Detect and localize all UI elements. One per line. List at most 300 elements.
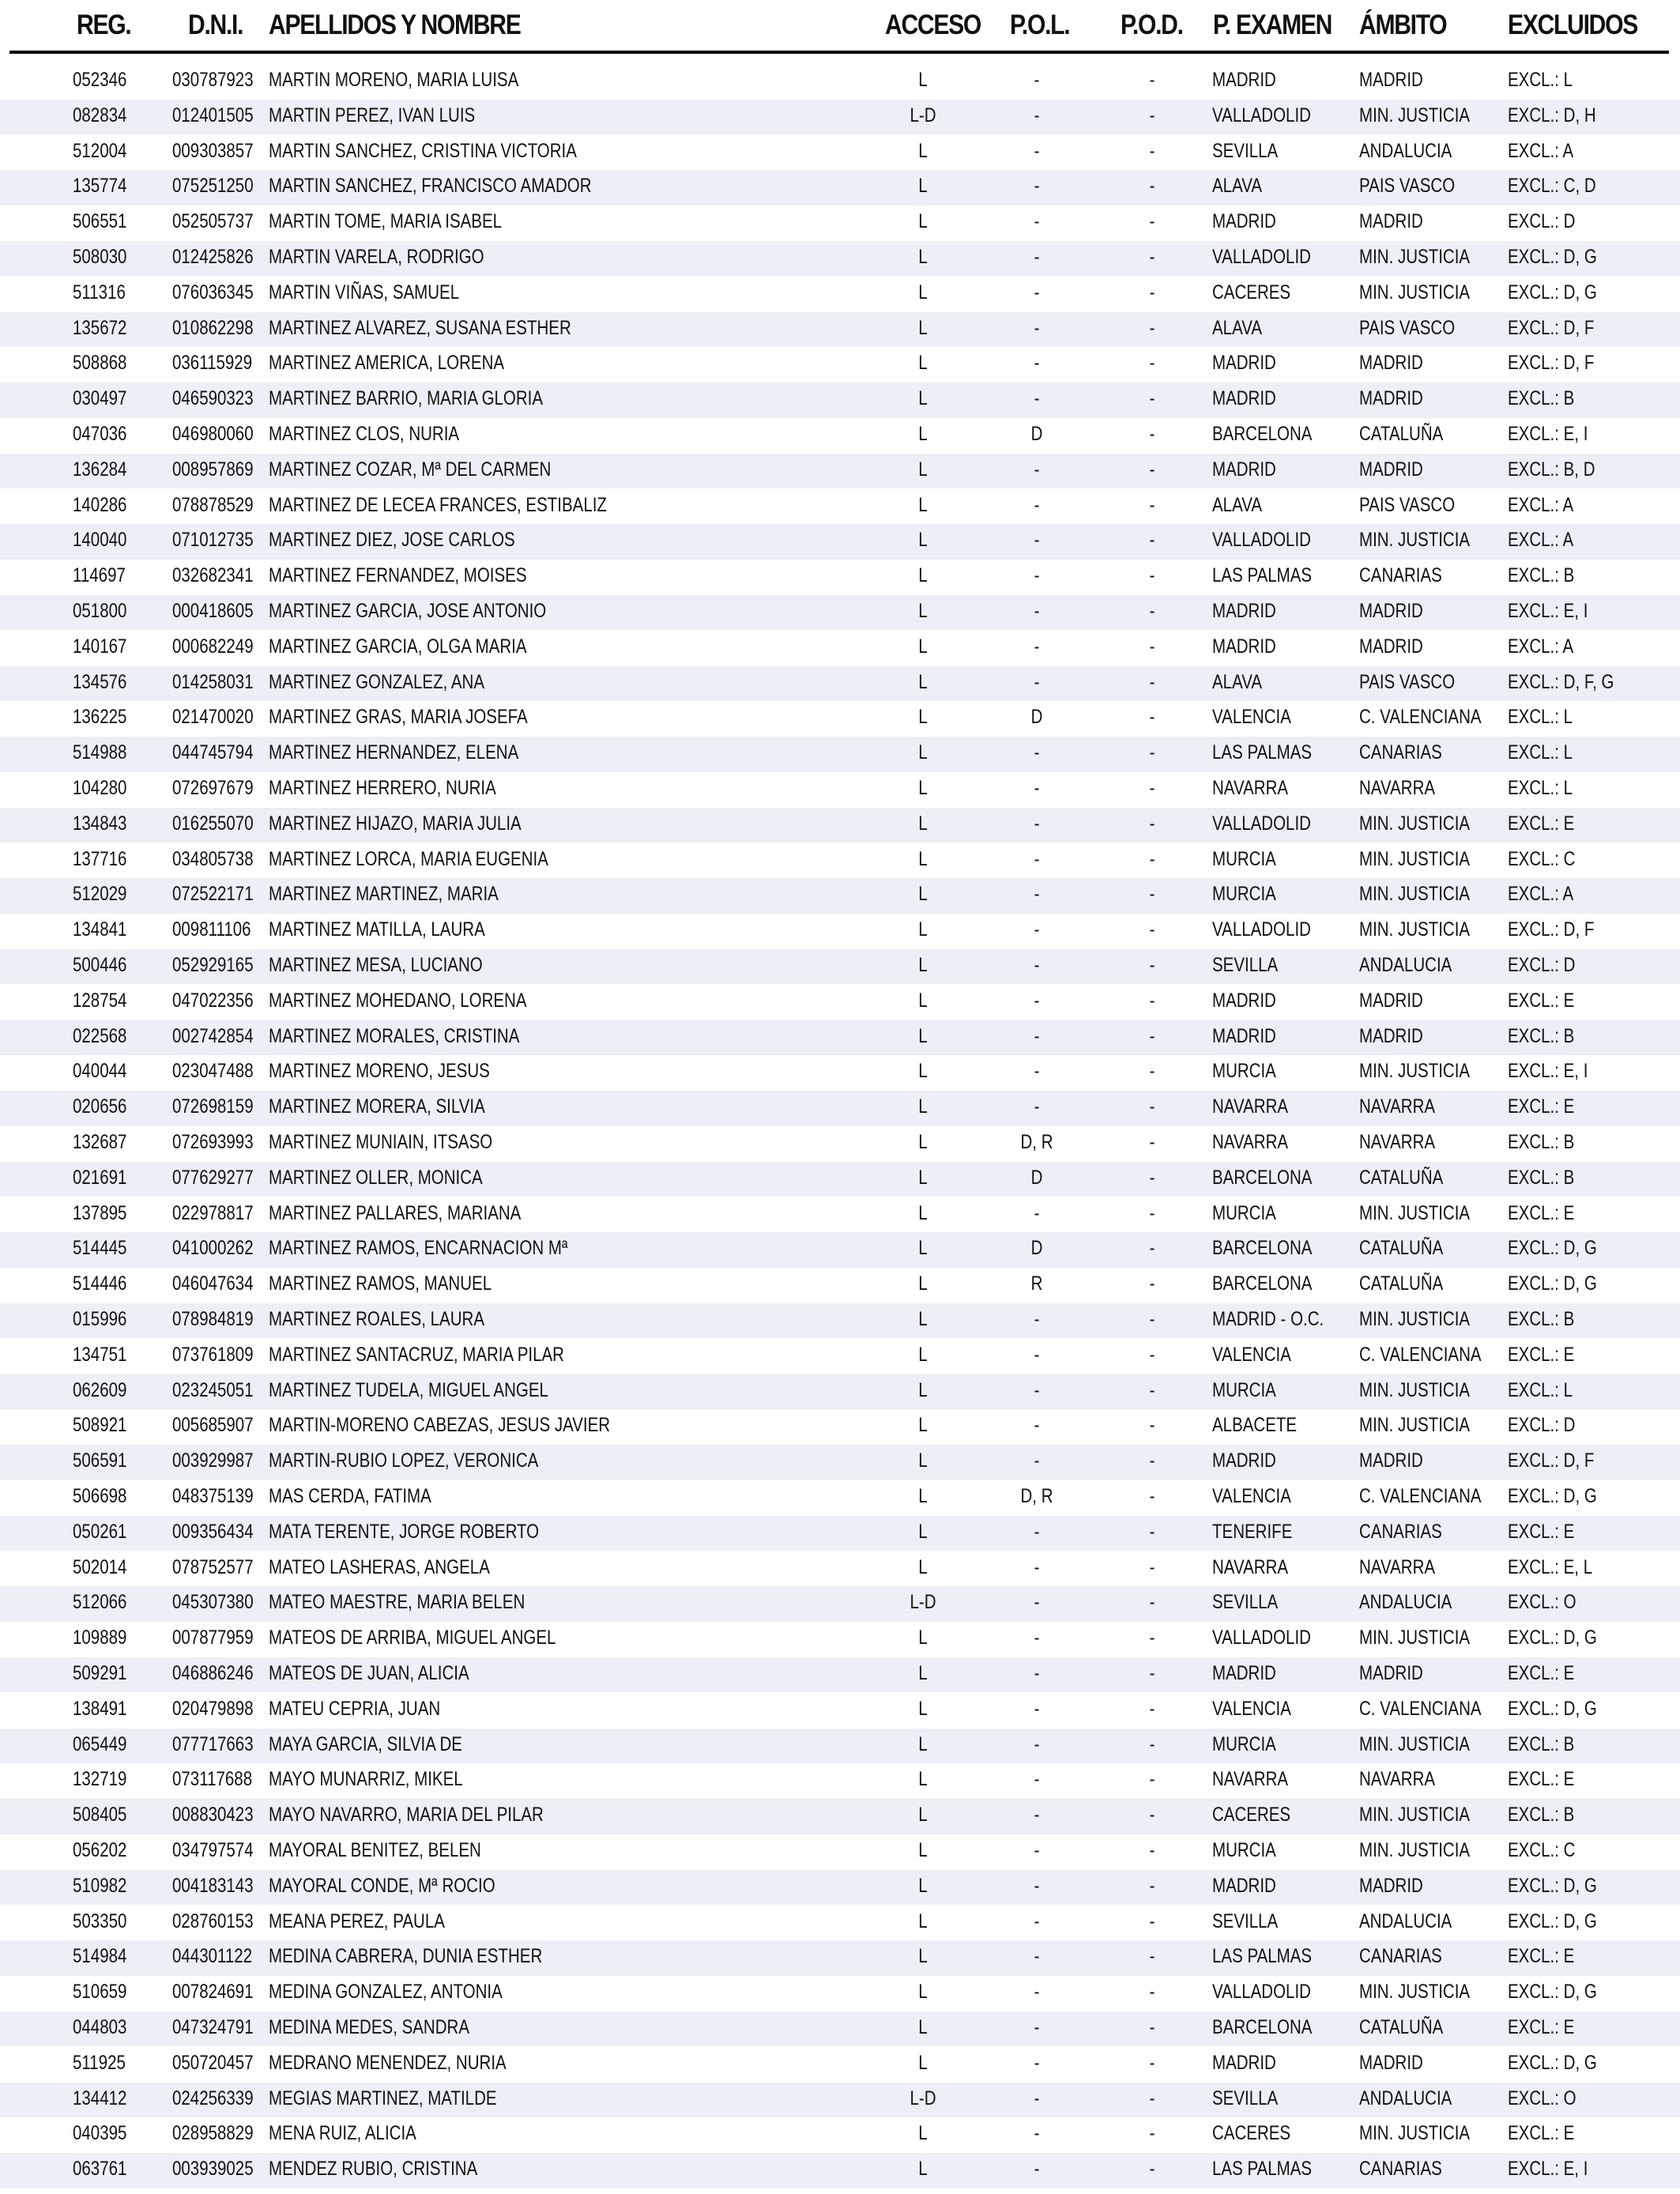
dni-cell: 048375139 bbox=[172, 1485, 254, 1507]
name-cell: MEDRANO MENENDEZ, NURIA bbox=[269, 2051, 507, 2074]
name-cell: MARTIN-MORENO CABEZAS, JESUS JAVIER bbox=[269, 1414, 611, 1437]
dni-cell: 021470020 bbox=[172, 706, 254, 729]
examen-cell: MURCIA bbox=[1212, 1839, 1276, 1861]
name-cell: MAYORAL BENITEZ, BELEN bbox=[269, 1839, 481, 1861]
excluidos-cell: EXCL.: D, G bbox=[1508, 1627, 1597, 1649]
examen-cell: MADRID bbox=[1212, 458, 1276, 481]
name-cell: MARTIN MORENO, MARIA LUISA bbox=[269, 69, 519, 91]
pod-cell: - bbox=[1149, 1662, 1155, 1684]
examen-cell: SEVILLA bbox=[1212, 1591, 1279, 1614]
ambito-cell: MADRID bbox=[1359, 352, 1423, 375]
excluidos-cell: EXCL.: D, G bbox=[1508, 1981, 1597, 2004]
reg-cell: 056202 bbox=[73, 1839, 127, 1861]
examen-cell: MADRID bbox=[1212, 989, 1276, 1012]
pol-cell: - bbox=[1034, 1591, 1040, 1614]
dni-cell: 000682249 bbox=[172, 635, 254, 658]
examen-cell: MURCIA bbox=[1212, 1201, 1276, 1224]
examen-cell: MADRID bbox=[1212, 387, 1276, 410]
reg-cell: 508921 bbox=[73, 1414, 127, 1437]
pol-cell: D, R bbox=[1020, 1131, 1053, 1153]
reg-cell: 135672 bbox=[73, 316, 127, 339]
examen-cell: BARCELONA bbox=[1212, 423, 1313, 445]
table-row bbox=[0, 100, 1680, 134]
name-cell: MARTINEZ DE LECEA FRANCES, ESTIBALIZ bbox=[269, 493, 607, 516]
table-row bbox=[0, 772, 1680, 807]
name-cell: MEDINA MEDES, SANDRA bbox=[269, 2016, 470, 2038]
excluidos-cell: EXCL.: B, D bbox=[1508, 458, 1595, 481]
pod-cell: - bbox=[1149, 1555, 1155, 1578]
acceso-cell: L bbox=[918, 2122, 928, 2145]
ambito-cell: MIN. JUSTICIA bbox=[1359, 281, 1471, 303]
header-examen: P. EXAMEN bbox=[1213, 9, 1332, 40]
name-cell: MATA TERENTE, JORGE ROBERTO bbox=[269, 1520, 540, 1543]
table-row bbox=[0, 277, 1680, 311]
acceso-cell: L bbox=[918, 1909, 928, 1932]
ambito-cell: CATALUÑA bbox=[1359, 1237, 1444, 1260]
pod-cell: - bbox=[1149, 1697, 1155, 1720]
acceso-cell: L bbox=[918, 2016, 928, 2038]
name-cell: MARTINEZ GRAS, MARIA JOSEFA bbox=[269, 706, 528, 729]
dni-cell: 014258031 bbox=[172, 670, 254, 693]
pod-cell: - bbox=[1149, 812, 1155, 835]
pol-cell: - bbox=[1034, 1804, 1040, 1826]
ambito-cell: PAIS VASCO bbox=[1359, 493, 1456, 516]
pod-cell: - bbox=[1149, 2158, 1155, 2181]
dni-cell: 045307380 bbox=[172, 1591, 254, 1614]
table-row bbox=[0, 1268, 1680, 1302]
pol-cell: - bbox=[1034, 387, 1040, 410]
reg-cell: 506551 bbox=[73, 210, 127, 233]
name-cell: MEDINA CABRERA, DUNIA ESTHER bbox=[269, 1945, 543, 1968]
ambito-cell: MADRID bbox=[1359, 69, 1423, 91]
table-row bbox=[0, 737, 1680, 771]
ambito-cell: ANDALUCIA bbox=[1359, 139, 1452, 162]
excluidos-cell: EXCL.: E bbox=[1508, 1095, 1575, 1118]
header-ambito: ÁMBITO bbox=[1359, 9, 1447, 40]
ambito-cell: C. VALENCIANA bbox=[1359, 706, 1482, 729]
reg-cell: 514446 bbox=[73, 1272, 127, 1295]
excluidos-cell: EXCL.: D, F bbox=[1508, 316, 1595, 339]
examen-cell: BARCELONA bbox=[1212, 1166, 1313, 1189]
acceso-cell: L bbox=[918, 69, 928, 91]
ambito-cell: MIN. JUSTICIA bbox=[1359, 1201, 1471, 1224]
table-row bbox=[0, 1232, 1680, 1267]
acceso-cell: L bbox=[918, 1060, 928, 1083]
pol-cell: - bbox=[1034, 1555, 1040, 1578]
dni-cell: 073117688 bbox=[172, 1768, 253, 1791]
name-cell: MARTIN VARELA, RODRIGO bbox=[269, 246, 484, 268]
examen-cell: NAVARRA bbox=[1212, 1131, 1289, 1153]
excluidos-cell: EXCL.: B bbox=[1508, 1804, 1575, 1826]
examen-cell: VALLADOLID bbox=[1212, 1981, 1311, 2004]
header-rule bbox=[9, 51, 1669, 54]
excluidos-cell: EXCL.: D, G bbox=[1508, 2051, 1597, 2074]
reg-cell: 514984 bbox=[73, 1945, 127, 1968]
table-row bbox=[0, 1976, 1680, 2011]
header-pol: P.O.L. bbox=[1010, 9, 1070, 40]
examen-cell: MURCIA bbox=[1212, 1060, 1276, 1083]
examen-cell: VALLADOLID bbox=[1212, 918, 1311, 941]
name-cell: MARTINEZ COZAR, Mª DEL CARMEN bbox=[269, 458, 552, 481]
pol-cell: - bbox=[1034, 281, 1040, 303]
pol-cell: - bbox=[1034, 918, 1040, 941]
pod-cell: - bbox=[1149, 1272, 1155, 1295]
dni-cell: 016255070 bbox=[172, 812, 254, 835]
dni-cell: 002742854 bbox=[172, 1024, 254, 1047]
pod-cell: - bbox=[1149, 246, 1155, 268]
excluidos-cell: EXCL.: C bbox=[1508, 847, 1576, 870]
ambito-cell: CANARIAS bbox=[1359, 2158, 1442, 2181]
excluidos-cell: EXCL.: B bbox=[1508, 1732, 1575, 1755]
examen-cell: SEVILLA bbox=[1212, 139, 1279, 162]
examen-cell: MADRID bbox=[1212, 1874, 1276, 1897]
table-row bbox=[0, 1055, 1680, 1090]
dni-cell: 072693993 bbox=[172, 1131, 254, 1153]
table-row bbox=[0, 631, 1680, 665]
excluidos-cell: EXCL.: E bbox=[1508, 2016, 1575, 2038]
dni-cell: 052929165 bbox=[172, 954, 254, 976]
acceso-cell: L bbox=[918, 1378, 928, 1401]
examen-cell: VALLADOLID bbox=[1212, 104, 1311, 126]
pol-cell: D bbox=[1030, 706, 1043, 729]
acceso-cell: L bbox=[918, 246, 928, 268]
ambito-cell: CATALUÑA bbox=[1359, 1272, 1444, 1295]
acceso-cell: L bbox=[918, 1343, 928, 1366]
excluidos-cell: EXCL.: D, G bbox=[1508, 1909, 1597, 1932]
ambito-cell: MIN. JUSTICIA bbox=[1359, 918, 1471, 941]
ambito-cell: NAVARRA bbox=[1359, 777, 1436, 799]
excluidos-cell: EXCL.: E, I bbox=[1508, 600, 1588, 622]
ambito-cell: MADRID bbox=[1359, 600, 1423, 622]
table-row bbox=[0, 1799, 1680, 1834]
examen-cell: VALLADOLID bbox=[1212, 1627, 1311, 1649]
pod-cell: - bbox=[1149, 1095, 1155, 1118]
table-row bbox=[0, 1091, 1680, 1125]
pod-cell: - bbox=[1149, 600, 1155, 622]
pol-cell: - bbox=[1034, 210, 1040, 233]
examen-cell: ALAVA bbox=[1212, 493, 1263, 516]
pol-cell: - bbox=[1034, 1732, 1040, 1755]
excluidos-cell: EXCL.: E bbox=[1508, 812, 1575, 835]
name-cell: MATEO MAESTRE, MARIA BELEN bbox=[269, 1591, 525, 1614]
ambito-cell: MIN. JUSTICIA bbox=[1359, 1839, 1471, 1861]
reg-cell: 082834 bbox=[73, 104, 127, 126]
excluidos-cell: EXCL.: E, L bbox=[1508, 1555, 1593, 1578]
dni-cell: 020479898 bbox=[172, 1697, 254, 1720]
examen-cell: MADRID - O.C. bbox=[1212, 1308, 1324, 1330]
name-cell: MARTINEZ MORENO, JESUS bbox=[269, 1060, 490, 1083]
reg-cell: 506698 bbox=[73, 1485, 127, 1507]
reg-cell: 132687 bbox=[73, 1131, 127, 1153]
name-cell: MARTINEZ CLOS, NURIA bbox=[269, 423, 460, 445]
reg-cell: 047036 bbox=[73, 423, 127, 445]
ambito-cell: MIN. JUSTICIA bbox=[1359, 2122, 1471, 2145]
dni-cell: 046590323 bbox=[172, 387, 254, 410]
pod-cell: - bbox=[1149, 139, 1155, 162]
ambito-cell: MIN. JUSTICIA bbox=[1359, 1308, 1471, 1330]
excluidos-cell: EXCL.: E, I bbox=[1508, 2158, 1588, 2181]
examen-cell: CACERES bbox=[1212, 281, 1291, 303]
dni-cell: 077717663 bbox=[172, 1732, 254, 1755]
pod-cell: - bbox=[1149, 1945, 1155, 1968]
examen-cell: LAS PALMAS bbox=[1212, 741, 1313, 764]
table-row bbox=[0, 985, 1680, 1020]
ambito-cell: ANDALUCIA bbox=[1359, 954, 1452, 976]
ambito-cell: CANARIAS bbox=[1359, 1520, 1442, 1543]
pod-cell: - bbox=[1149, 1981, 1155, 2004]
name-cell: MARTINEZ MORERA, SILVIA bbox=[269, 1095, 485, 1118]
ambito-cell: CATALUÑA bbox=[1359, 423, 1444, 445]
dni-cell: 036115929 bbox=[172, 352, 253, 375]
ambito-cell: MADRID bbox=[1359, 387, 1423, 410]
reg-cell: 062609 bbox=[73, 1378, 127, 1401]
acceso-cell: L bbox=[918, 1485, 928, 1507]
examen-cell: VALENCIA bbox=[1212, 706, 1291, 729]
header-dni: D.N.I. bbox=[188, 9, 243, 40]
dni-cell: 007824691 bbox=[172, 1981, 254, 2004]
examen-cell: ALBACETE bbox=[1212, 1414, 1298, 1437]
ambito-cell: MADRID bbox=[1359, 210, 1423, 233]
ambito-cell: MIN. JUSTICIA bbox=[1359, 529, 1471, 552]
table-row bbox=[0, 1516, 1680, 1551]
ambito-cell: MIN. JUSTICIA bbox=[1359, 1804, 1471, 1826]
pol-cell: - bbox=[1034, 1874, 1040, 1897]
name-cell: MARTINEZ HERNANDEZ, ELENA bbox=[269, 741, 519, 764]
name-cell: MARTINEZ ALVAREZ, SUSANA ESTHER bbox=[269, 316, 571, 339]
ambito-cell: MADRID bbox=[1359, 1662, 1423, 1684]
acceso-cell: L-D bbox=[910, 2087, 936, 2109]
pol-cell: - bbox=[1034, 139, 1040, 162]
name-cell: MATEOS DE ARRIBA, MIGUEL ANGEL bbox=[269, 1627, 556, 1649]
pol-cell: - bbox=[1034, 104, 1040, 126]
dni-cell: 071012735 bbox=[172, 529, 254, 552]
pod-cell: - bbox=[1149, 989, 1155, 1012]
excluidos-cell: EXCL.: D, F, G bbox=[1508, 670, 1614, 693]
acceso-cell: L-D bbox=[910, 1591, 936, 1614]
examen-cell: NAVARRA bbox=[1212, 1095, 1289, 1118]
reg-cell: 137895 bbox=[73, 1201, 127, 1224]
ambito-cell: MADRID bbox=[1359, 2051, 1423, 2074]
pol-cell: - bbox=[1034, 2122, 1040, 2145]
dni-cell: 012401505 bbox=[172, 104, 254, 126]
dni-cell: 072522171 bbox=[172, 883, 254, 906]
acceso-cell: L bbox=[918, 564, 928, 587]
acceso-cell: L bbox=[918, 1131, 928, 1153]
examen-cell: SEVILLA bbox=[1212, 2087, 1279, 2109]
acceso-cell: L bbox=[918, 706, 928, 729]
pol-cell: - bbox=[1034, 635, 1040, 658]
name-cell: MARTIN PEREZ, IVAN LUIS bbox=[269, 104, 476, 126]
examen-cell: LAS PALMAS bbox=[1212, 564, 1313, 587]
pod-cell: - bbox=[1149, 1201, 1155, 1224]
dni-cell: 003929987 bbox=[172, 1449, 254, 1472]
reg-cell: 040395 bbox=[73, 2122, 127, 2145]
ambito-cell: ANDALUCIA bbox=[1359, 1591, 1452, 1614]
acceso-cell: L bbox=[918, 210, 928, 233]
pod-cell: - bbox=[1149, 1343, 1155, 1366]
excluidos-cell: EXCL.: L bbox=[1508, 777, 1573, 799]
ambito-cell: MIN. JUSTICIA bbox=[1359, 1378, 1471, 1401]
name-cell: MAS CERDA, FATIMA bbox=[269, 1485, 431, 1507]
pol-cell: - bbox=[1034, 1308, 1040, 1330]
excluidos-cell: EXCL.: E bbox=[1508, 2122, 1575, 2145]
acceso-cell: L bbox=[918, 1555, 928, 1578]
name-cell: MARTINEZ GARCIA, OLGA MARIA bbox=[269, 635, 527, 658]
acceso-cell: L bbox=[918, 741, 928, 764]
name-cell: MAYO MUNARRIZ, MIKEL bbox=[269, 1768, 463, 1791]
pol-cell: - bbox=[1034, 316, 1040, 339]
reg-cell: 134576 bbox=[73, 670, 127, 693]
name-cell: MAYORAL CONDE, Mª ROCIO bbox=[269, 1874, 495, 1897]
acceso-cell: L bbox=[918, 2051, 928, 2074]
dni-cell: 003939025 bbox=[172, 2158, 254, 2181]
reg-cell: 508868 bbox=[73, 352, 127, 375]
examen-cell: BARCELONA bbox=[1212, 2016, 1313, 2038]
header-reg: REG. bbox=[77, 9, 131, 40]
dni-cell: 076036345 bbox=[172, 281, 254, 303]
pol-cell: - bbox=[1034, 1909, 1040, 1932]
pod-cell: - bbox=[1149, 210, 1155, 233]
pod-cell: - bbox=[1149, 1166, 1155, 1189]
excluidos-cell: EXCL.: D, F bbox=[1508, 918, 1595, 941]
pod-cell: - bbox=[1149, 1378, 1155, 1401]
ambito-cell: MIN. JUSTICIA bbox=[1359, 246, 1471, 268]
ambito-cell: MADRID bbox=[1359, 458, 1423, 481]
examen-cell: MURCIA bbox=[1212, 847, 1276, 870]
pol-cell: - bbox=[1034, 493, 1040, 516]
reg-cell: 134841 bbox=[73, 918, 127, 941]
reg-cell: 137716 bbox=[73, 847, 127, 870]
excluidos-cell: EXCL.: E bbox=[1508, 1201, 1575, 1224]
examen-cell: MADRID bbox=[1212, 1662, 1276, 1684]
table-row bbox=[0, 241, 1680, 276]
examen-cell: NAVARRA bbox=[1212, 777, 1289, 799]
header-acceso: ACCESO bbox=[885, 9, 981, 40]
acceso-cell: L-D bbox=[910, 104, 936, 126]
name-cell: MARTINEZ MARTINEZ, MARIA bbox=[269, 883, 499, 906]
dni-cell: 046980060 bbox=[172, 423, 254, 445]
examen-cell: MADRID bbox=[1212, 1449, 1276, 1472]
ambito-cell: ANDALUCIA bbox=[1359, 1909, 1452, 1932]
table-row bbox=[0, 205, 1680, 240]
name-cell: MATEU CEPRIA, JUAN bbox=[269, 1697, 441, 1720]
dni-cell: 023047488 bbox=[172, 1060, 254, 1083]
reg-cell: 136284 bbox=[73, 458, 127, 481]
examen-cell: VALLADOLID bbox=[1212, 246, 1311, 268]
excluidos-cell: EXCL.: E bbox=[1508, 1768, 1575, 1791]
acceso-cell: L bbox=[918, 1804, 928, 1826]
table-row bbox=[0, 1693, 1680, 1728]
reg-cell: 135774 bbox=[73, 175, 127, 198]
reg-cell: 021691 bbox=[73, 1166, 127, 1189]
reg-cell: 512004 bbox=[73, 139, 127, 162]
table-row bbox=[0, 1126, 1680, 1161]
pod-cell: - bbox=[1149, 1520, 1155, 1543]
pol-cell: - bbox=[1034, 1768, 1040, 1791]
pod-cell: - bbox=[1149, 670, 1155, 693]
table-row bbox=[0, 489, 1680, 524]
ambito-cell: MIN. JUSTICIA bbox=[1359, 883, 1471, 906]
acceso-cell: L bbox=[918, 1627, 928, 1649]
acceso-cell: L bbox=[918, 812, 928, 835]
excluidos-cell: EXCL.: B bbox=[1508, 1308, 1575, 1330]
acceso-cell: L bbox=[918, 423, 928, 445]
pod-cell: - bbox=[1149, 1627, 1155, 1649]
examen-cell: ALAVA bbox=[1212, 175, 1263, 198]
pod-cell: - bbox=[1149, 706, 1155, 729]
acceso-cell: L bbox=[918, 281, 928, 303]
dni-cell: 078752577 bbox=[172, 1555, 254, 1578]
excluidos-cell: EXCL.: L bbox=[1508, 741, 1573, 764]
acceso-cell: L bbox=[918, 1874, 928, 1897]
name-cell: MARTINEZ GARCIA, JOSE ANTONIO bbox=[269, 600, 547, 622]
acceso-cell: L bbox=[918, 1272, 928, 1295]
pol-cell: - bbox=[1034, 670, 1040, 693]
pol-cell: - bbox=[1034, 989, 1040, 1012]
name-cell: MATEO LASHERAS, ANGELA bbox=[269, 1555, 490, 1578]
table-row bbox=[0, 135, 1680, 170]
table-row bbox=[0, 666, 1680, 701]
table-row bbox=[0, 808, 1680, 843]
name-cell: MARTINEZ BARRIO, MARIA GLORIA bbox=[269, 387, 544, 410]
pol-cell: - bbox=[1034, 1627, 1040, 1649]
table-row bbox=[0, 1480, 1680, 1515]
reg-cell: 015996 bbox=[73, 1308, 127, 1330]
excluidos-cell: EXCL.: D bbox=[1508, 210, 1576, 233]
reg-cell: 109889 bbox=[73, 1627, 127, 1649]
pol-cell: - bbox=[1034, 1095, 1040, 1118]
table-row bbox=[0, 1622, 1680, 1657]
ambito-cell: CANARIAS bbox=[1359, 1945, 1442, 1968]
pol-cell: D bbox=[1030, 423, 1043, 445]
table-row bbox=[0, 1551, 1680, 1586]
reg-cell: 510982 bbox=[73, 1874, 127, 1897]
reg-cell: 022568 bbox=[73, 1024, 127, 1047]
reg-cell: 510659 bbox=[73, 1981, 127, 2004]
pod-cell: - bbox=[1149, 564, 1155, 587]
acceso-cell: L bbox=[918, 2158, 928, 2181]
examen-cell: BARCELONA bbox=[1212, 1237, 1313, 1260]
table-row bbox=[0, 1162, 1680, 1197]
reg-cell: 512066 bbox=[73, 1591, 127, 1614]
reg-cell: 114697 bbox=[73, 564, 126, 587]
excluidos-cell: EXCL.: O bbox=[1508, 2087, 1576, 2109]
pol-cell: D, R bbox=[1020, 1485, 1053, 1507]
pod-cell: - bbox=[1149, 1732, 1155, 1755]
dni-cell: 078984819 bbox=[172, 1308, 254, 1330]
dni-cell: 075251250 bbox=[172, 175, 254, 198]
dni-cell: 078878529 bbox=[172, 493, 254, 516]
examen-cell: LAS PALMAS bbox=[1212, 1945, 1313, 1968]
pol-cell: D bbox=[1030, 1237, 1043, 1260]
table-row bbox=[0, 347, 1680, 382]
dni-cell: 034797574 bbox=[172, 1839, 254, 1861]
acceso-cell: L bbox=[918, 458, 928, 481]
pol-cell: - bbox=[1034, 883, 1040, 906]
table-row bbox=[0, 524, 1680, 559]
acceso-cell: L bbox=[918, 1945, 928, 1968]
acceso-cell: L bbox=[918, 1768, 928, 1791]
reg-cell: 511316 bbox=[73, 281, 126, 303]
table-row bbox=[0, 1940, 1680, 1975]
pod-cell: - bbox=[1149, 1874, 1155, 1897]
name-cell: MAYO NAVARRO, MARIA DEL PILAR bbox=[269, 1804, 544, 1826]
examen-cell: CACERES bbox=[1212, 2122, 1291, 2145]
pol-cell: - bbox=[1034, 2087, 1040, 2109]
dni-cell: 023245051 bbox=[172, 1378, 254, 1401]
ambito-cell: CANARIAS bbox=[1359, 741, 1442, 764]
ambito-cell: MIN. JUSTICIA bbox=[1359, 1060, 1471, 1083]
